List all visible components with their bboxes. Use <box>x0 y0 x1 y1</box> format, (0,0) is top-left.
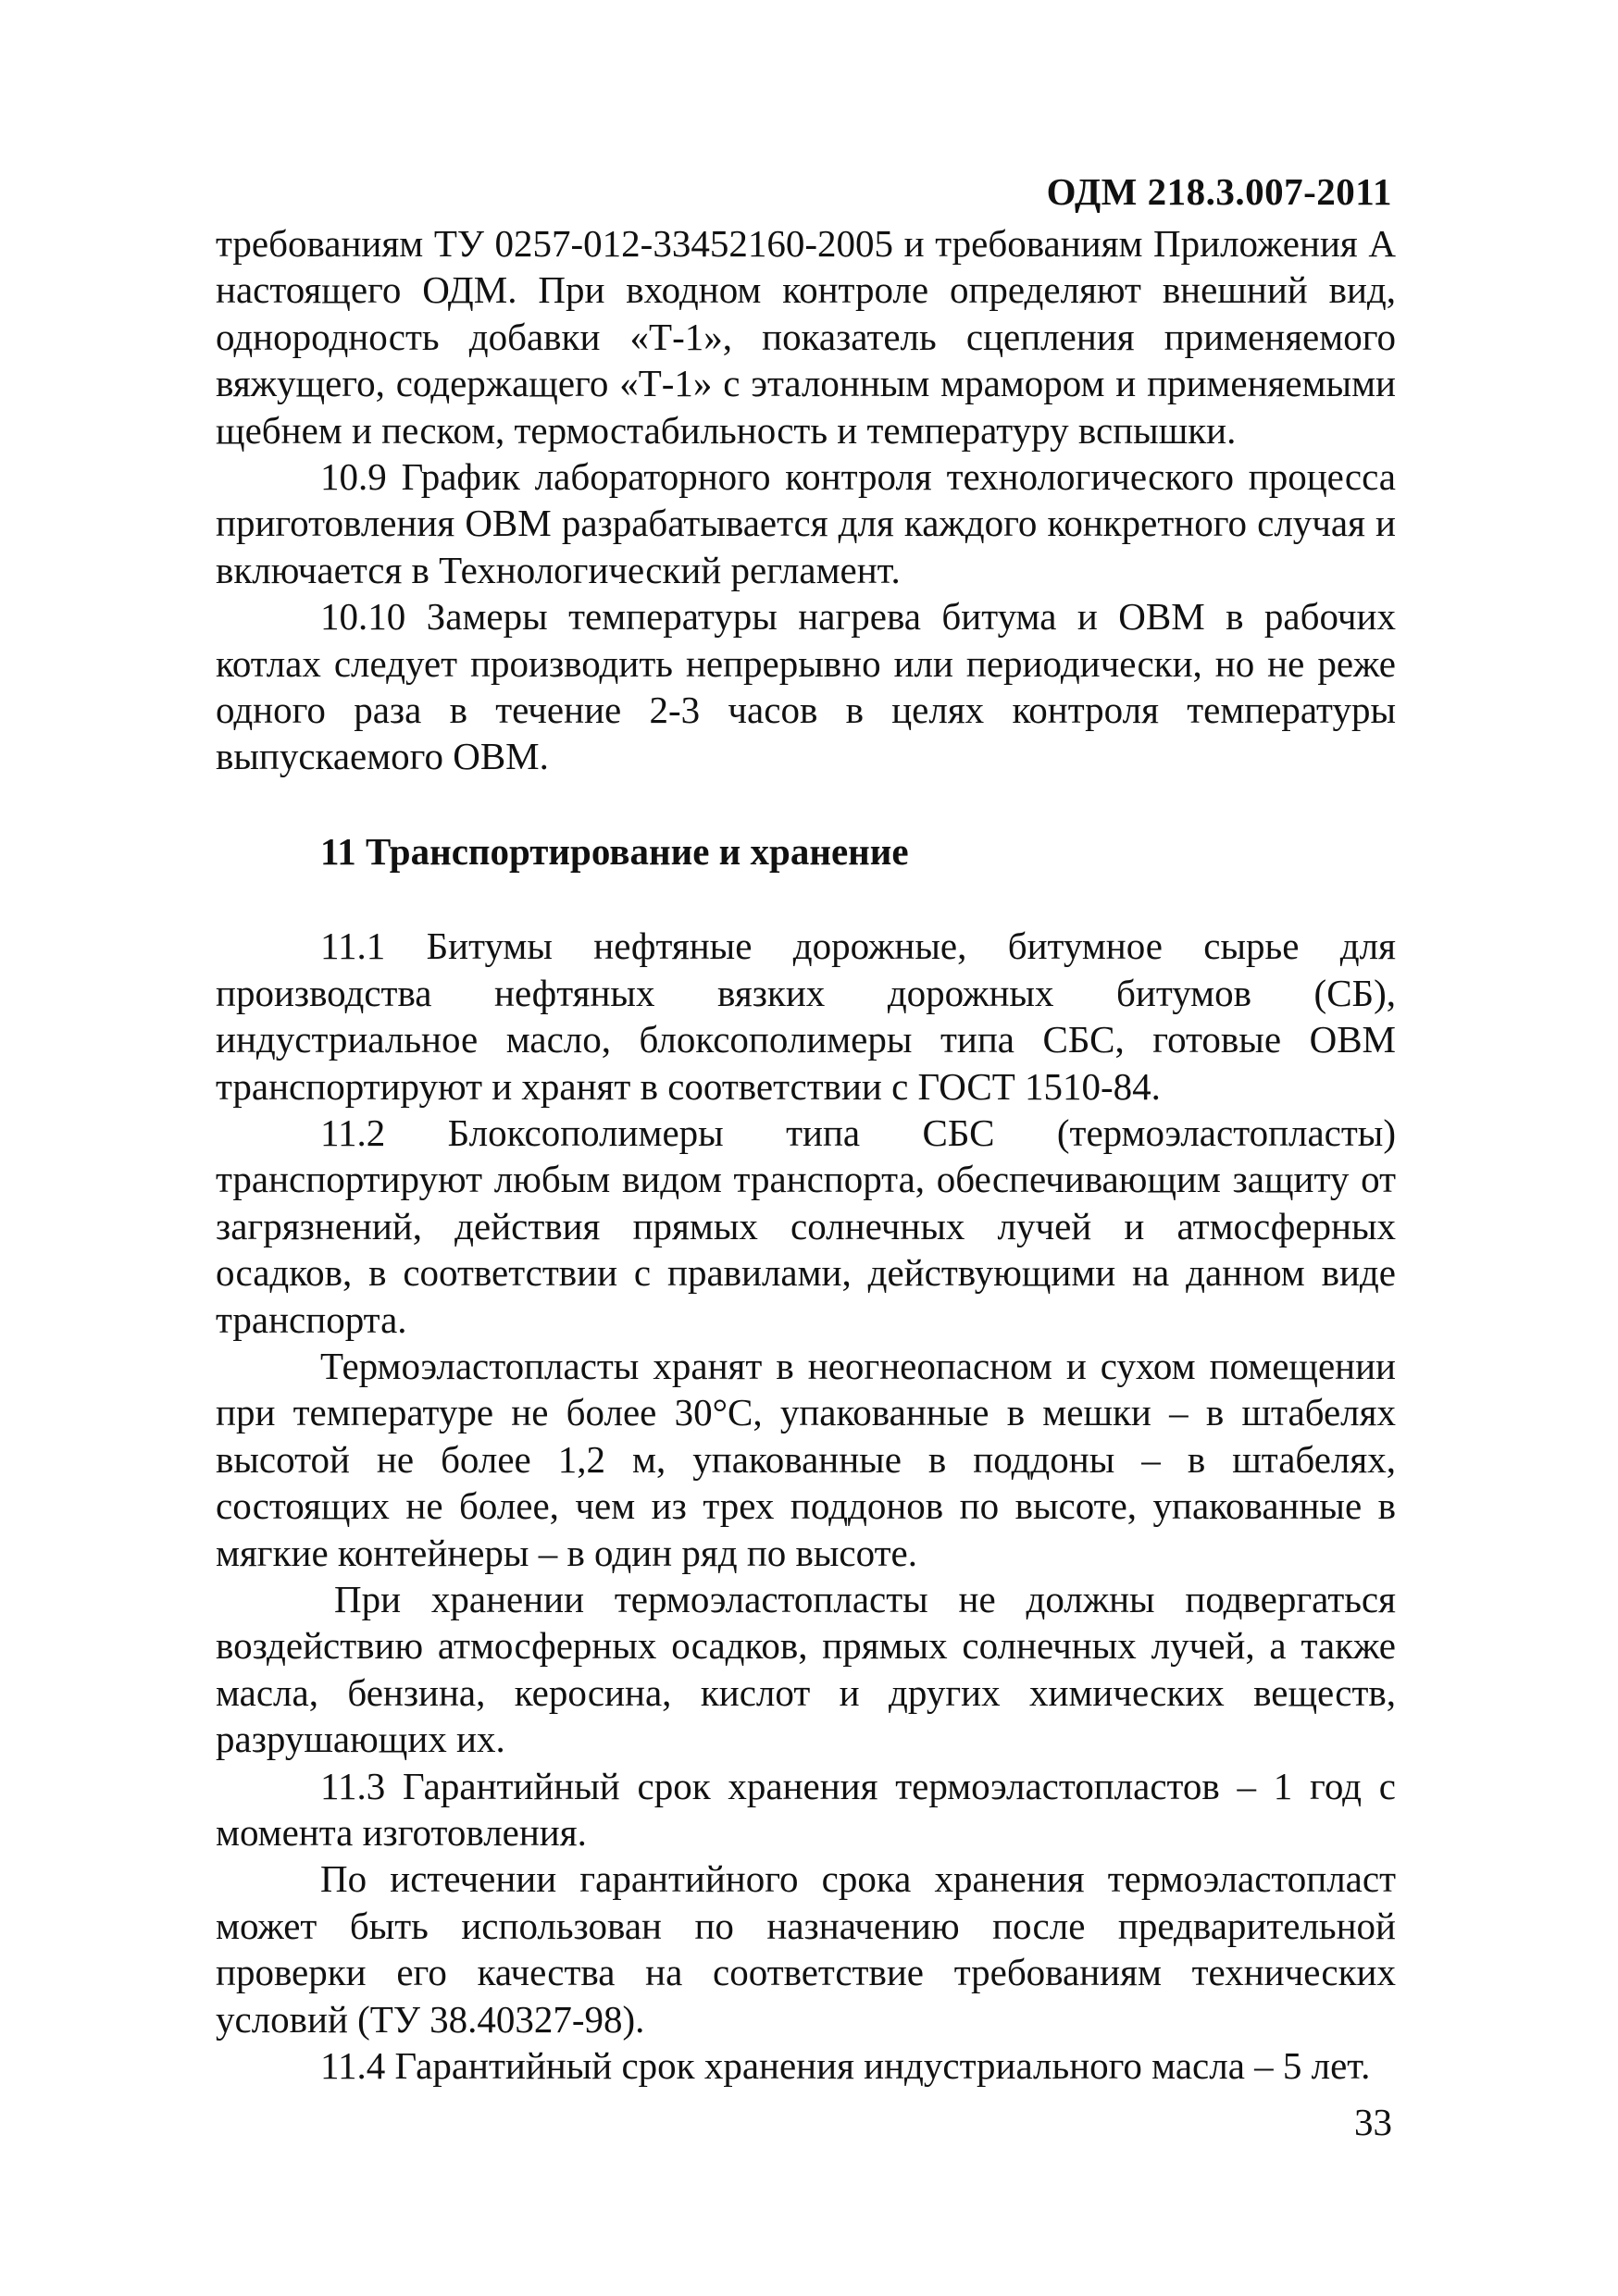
paragraph-11-2: 11.2 Блоксополимеры типа СБС (термоэластопласты) транспортируют любым видом транспорта, обеспечивающим защиту от загрязнений, действия прямых солнечных лучей и атмосферных осадков, в соответствии с правилами, действующими на данном виде транспорта. <box>216 1111 1396 1341</box>
paragraph-after-warranty: По истечении гарантийного срока хранения термоэластопласт может быть использован по назначению после предварительной проверки его качества на соответствие требованиям технических условий (ТУ 38.40327-98). <box>216 1857 1396 2041</box>
paragraph-11-1: 11.1 Битумы нефтяные дорожные, битумное сырье для производства нефтяных вязких дорожных битумов (СБ), индустриальное масло, блоксополимеры типа СБС, готовые ОВМ транспортируют и хранят в соответствии с ГОСТ 1510-84. <box>216 925 1396 1108</box>
section-heading-11: 11 Транспортирование и хранение <box>320 829 909 873</box>
paragraph-10-9: 10.9 График лабораторного контроля технологического процесса приготовления ОВМ разрабатывается для каждого конкретного случая и включается в Технологический регламент. <box>216 455 1396 591</box>
paragraph-storage-conditions: Термоэластопласты хранят в неогнеопасном и сухом помещении при температуре не более 30°С, упакованные в мешки – в штабелях высотой не более 1,2 м, упакованные в поддоны – в штабелях, состоящих не более, чем из трех поддонов по высоте, упакованные в мягкие контейнеры – в один ряд по высоте. <box>216 1344 1396 1574</box>
paragraph-storage-restrictions: При хранении термоэластопласты не должны подвергаться воздействию атмосферных осадков, прямых солнечных лучей, а также масла, бензина, керосина, кислот и других химических веществ, разрушающих их. <box>216 1577 1396 1761</box>
page-number: 33 <box>1354 2101 1392 2143</box>
paragraph-continuation-requirements: требованиям ТУ 0257-012-33452160-2005 и требованиям Приложения А настоящего ОДМ. При входном контроле определяют внешний вид, однородность добавки «Т-1», показатель сцепления применяемого вяжущего, содержащего «Т-1» с эталонным мрамором и применяемыми щебнем и песком, термостабильность и температуру вспышки. <box>216 222 1396 452</box>
paragraph-11-3: 11.3 Гарантийный срок хранения термоэластопластов – 1 год с момента изготовления. <box>216 1764 1396 1854</box>
document-body <box>216 220 1396 2089</box>
document-code-header: ОДМ 218.3.007-2011 <box>1046 170 1392 213</box>
paragraph-10-10: 10.10 Замеры температуры нагрева битума и ОВМ в рабочих котлах следует производить непрерывно или периодически, но не реже одного раза в течение 2-3 часов в целях контроля температуры выпускаемого ОВМ. <box>216 595 1396 778</box>
paragraph-11-4: 11.4 Гарантийный срок хранения индустриального масла – 5 лет. <box>320 2044 1371 2088</box>
